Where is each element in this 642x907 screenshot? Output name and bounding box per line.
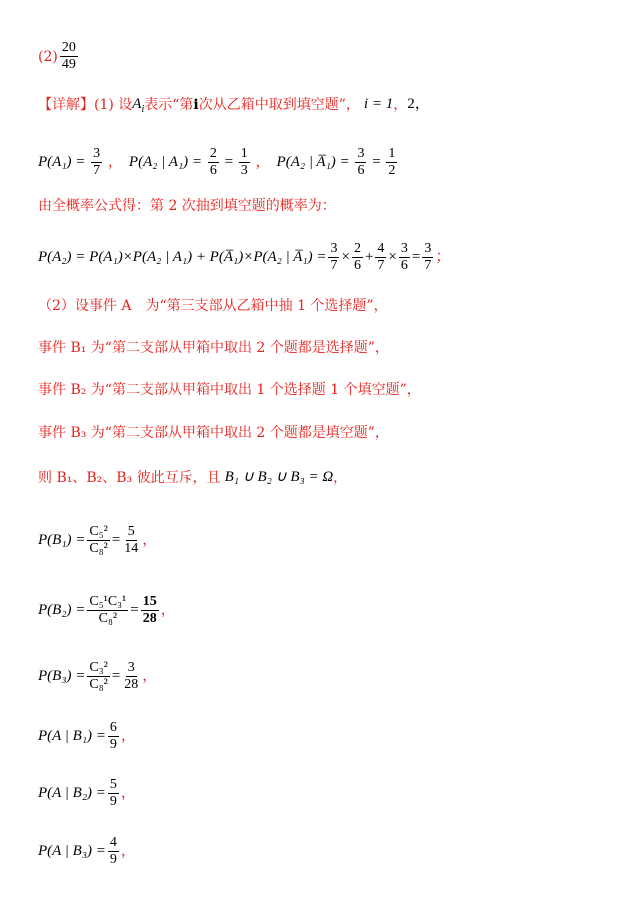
- prob-b1: P(B₁) = $\frac{\text{C₅²}}{\text{C₈²}}$ = $\frac{5}{14}$ ，: [38, 524, 158, 556]
- event-b1: 事件 B₁ 为“第二支部从甲箱中取出 2 个题都是选择题”，: [38, 340, 389, 356]
- prob-a2-given-a1: P(A₂ | A₁) = $\frac{2}{6}$ = $\frac{1}{3}$ ，: [128, 146, 271, 178]
- probs-line-1: [38, 146, 399, 179]
- event-b3: 事件 B₃ 为“第二支部从甲箱中取出 2 个题都是填空题”，: [38, 425, 389, 441]
- prob-a-given-b2: P(A | B₂) = $\frac{5}{9}$ ，: [38, 777, 136, 809]
- part2-event-a: （2）设事件 A 为“第三支部从乙箱中抽 1 个选择题”，: [38, 298, 388, 314]
- total-formula: P(A₂) = P(A₁)×P(A₂ | A₁) + P(A̅₁)×P(A₂ | A̅₁) = $\frac{3}{7}$ × $\frac{2}{6}$ + $\frac{4}{7}$ × $\frac{3}{6}$ = $\frac{3}{7}$ ；: [38, 241, 451, 273]
- prob-a1: P(A₁) = $\frac{3}{7}$ ，: [38, 146, 123, 178]
- prob-a-given-b3: P(A | B₃) = $\frac{4}{9}$ ，: [38, 835, 136, 867]
- total-prob-text: 由全概率公式得：第 2 次抽到填空题的概率为：: [38, 198, 336, 214]
- prob-a2-given-not-a1: P(A₂ | A̅₁) = $\frac{3}{6}$ = $\frac{1}{2}$: [276, 146, 396, 178]
- prob-b2: P(B₂) = $\frac{\text{C₅¹C₃¹}}{\text{C₈²}}$ = $\frac{15}{28}$ ，: [38, 594, 176, 626]
- answer-fraction: $\frac{20}{49}$: [61, 40, 76, 72]
- prob-b3: P(B₃) = $\frac{\text{C₃²}}{\text{C₈²}}$ = $\frac{3}{28}$ ，: [38, 660, 158, 692]
- answer-part2: [38, 40, 80, 73]
- event-b2: 事件 B₂ 为“第二支部从甲箱中取出 1 个选择题 1 个填空题”，: [38, 382, 421, 398]
- mutually-exclusive-line: 则 B₁、B₂、B₃ 彼此互斥，且 B₁ ∪ B₂ ∪ B₃ = Ω ，: [38, 469, 348, 486]
- prob-a-given-b1: P(A | B₁) = $\frac{6}{9}$ ，: [38, 720, 136, 752]
- detail-line: 【详解】 (1) 设 $A_i$ 表示“第 i 次从乙箱中取到填空题”， i = 1 ， 2，: [38, 96, 430, 115]
- answer-prefix: (2): [38, 48, 58, 65]
- detail-label: 【详解】: [38, 96, 94, 113]
